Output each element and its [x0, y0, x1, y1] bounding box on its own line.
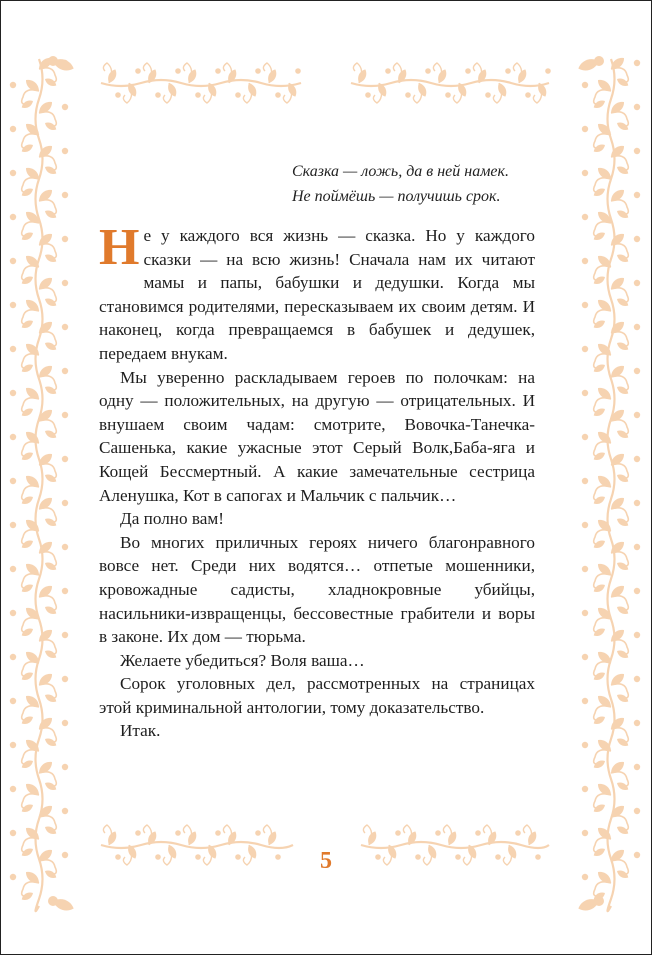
paragraph: Сорок уголовных дел, рассмотренных на страницах этой криминальной антологии, тому доказательство.: [99, 674, 535, 717]
epigraph-line: Не поймёшь — получишь срок.: [291, 188, 501, 205]
drop-cap: Н: [99, 219, 140, 276]
body-text: [99, 219, 535, 743]
paragraph: Да полно вам!: [120, 509, 224, 529]
paragraph-text: е у каждого вся жизнь — сказка. Но у каждого сказки — на всю жизнь! Сначала нам их читают мамы и папы, бабушки и дедушки. Когда мы становимся родителями, пересказываем их своим детям. И наконец, когда превращаемся в бабушек и дедушек, передаем внукам.: [99, 226, 535, 363]
paragraph: [99, 219, 535, 366]
paragraph: Желаете убедиться? Воля ваша…: [120, 650, 365, 670]
epigraph-line: Сказка — ложь, да в ней намек.: [291, 163, 509, 180]
paragraph: Во многих приличных героях ничего благонравного вовсе нет. Среди них водятся… отпетые мошенники, кровожадные садисты, хладнокровные убийцы, насильники-извращенцы, бессовестные грабители и воры в законе. Их дом — тюрьма.: [99, 532, 535, 647]
paragraph: Мы уверенно раскладываем героев по полочкам: на одну — положительных, на другую — отрицательных. И внушаем своим чадам: смотрите, Вовочка-Танечка-Сашенька, какие ужасные этот Серый Волк,Баба-яга и Кощей Бессмертный. А какие замечательные сестрица Аленушка, Кот в сапогах и Мальчик с пальчик…: [99, 367, 535, 505]
epigraph: [292, 159, 509, 209]
paragraph: Итак.: [120, 721, 161, 741]
page-number: 5: [320, 848, 332, 874]
